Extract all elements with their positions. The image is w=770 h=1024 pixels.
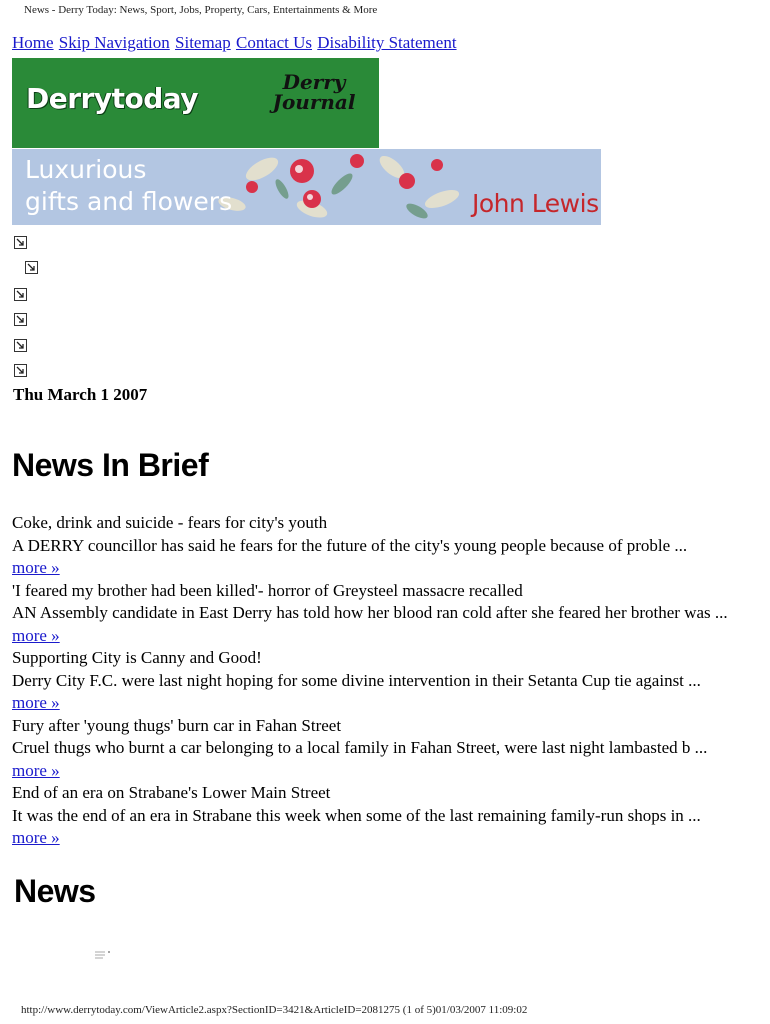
list-item	[12, 580, 742, 648]
more-link[interactable]: more »	[12, 693, 60, 712]
article-title: End of an era on Strabane's Lower Main Street	[12, 783, 331, 802]
site-name: Derrytoday	[26, 82, 199, 115]
list-item	[12, 512, 742, 580]
article-title: Fury after 'young thugs' burn car in Fahan Street	[12, 715, 342, 735]
article-title: Supporting City is Canny and Good!	[12, 648, 262, 667]
more-link[interactable]: more »	[12, 625, 60, 645]
advertisement-banner[interactable]	[12, 149, 601, 225]
arrow-icon[interactable]	[14, 288, 27, 301]
list-item	[12, 782, 742, 850]
print-footer: http://www.derrytoday.com/ViewArticle2.aspx?SectionID=3421&ArticleID=2081275 (1 of 5)01/03/2007 11:09:02	[21, 1004, 528, 1016]
document-icon	[94, 947, 112, 965]
article-summary: Cruel thugs who burnt a car belonging to a local family in Fahan Street, were last night lambasted b ... more »	[12, 738, 708, 780]
arrow-icon[interactable]	[14, 364, 27, 377]
home-link[interactable]: Home	[12, 33, 54, 52]
list-item	[12, 715, 742, 783]
ad-line1: Luxurious	[25, 155, 147, 184]
skip-navigation-link[interactable]: Skip Navigation	[58, 33, 170, 52]
arrow-icon[interactable]	[14, 236, 27, 249]
arrow-icon[interactable]	[14, 339, 27, 352]
more-link[interactable]: more »	[12, 828, 60, 847]
print-header: News - Derry Today: News, Sport, Jobs, Property, Cars, Entertainments & More	[24, 4, 378, 16]
sitemap-link[interactable]: Sitemap	[175, 33, 231, 52]
disability-statement-link[interactable]: Disability Statement	[317, 33, 457, 52]
page-date: Thu March 1 2007	[13, 385, 148, 404]
more-link[interactable]: more »	[12, 760, 60, 780]
arrow-icon[interactable]	[25, 261, 38, 274]
article-title: 'I feared my brother had been killed'- horror of Greysteel massacre recalled	[12, 580, 523, 600]
article-summary: It was the end of an era in Strabane this week when some of the last remaining family-run shops in ... more »	[12, 805, 701, 847]
contact-us-link[interactable]: Contact Us	[235, 33, 313, 52]
news-heading: News	[14, 873, 96, 909]
ad-line2: gifts and flowers	[25, 187, 233, 216]
article-summary: AN Assembly candidate in East Derry has told how her blood ran cold after she feared her brother was ... more »	[12, 603, 728, 645]
news-in-brief-heading: News In Brief	[12, 447, 209, 483]
article-summary: A DERRY councillor has said he fears for the future of the city's young people because of proble ... more »	[12, 535, 688, 577]
arrow-icon[interactable]	[14, 313, 27, 326]
more-link[interactable]: more »	[12, 558, 60, 577]
list-item	[12, 647, 742, 715]
derry-journal-logo: Derry Journal	[272, 70, 356, 114]
ad-brand: John Lewis	[472, 189, 599, 218]
article-title: Coke, drink and suicide - fears for city's youth	[12, 513, 328, 532]
news-in-brief-list	[12, 512, 742, 850]
article-summary: Derry City F.C. were last night hoping for some divine intervention in their Setanta Cup tie against ... more »	[12, 670, 701, 712]
site-logo-banner[interactable]	[12, 58, 379, 148]
top-links	[12, 33, 458, 53]
